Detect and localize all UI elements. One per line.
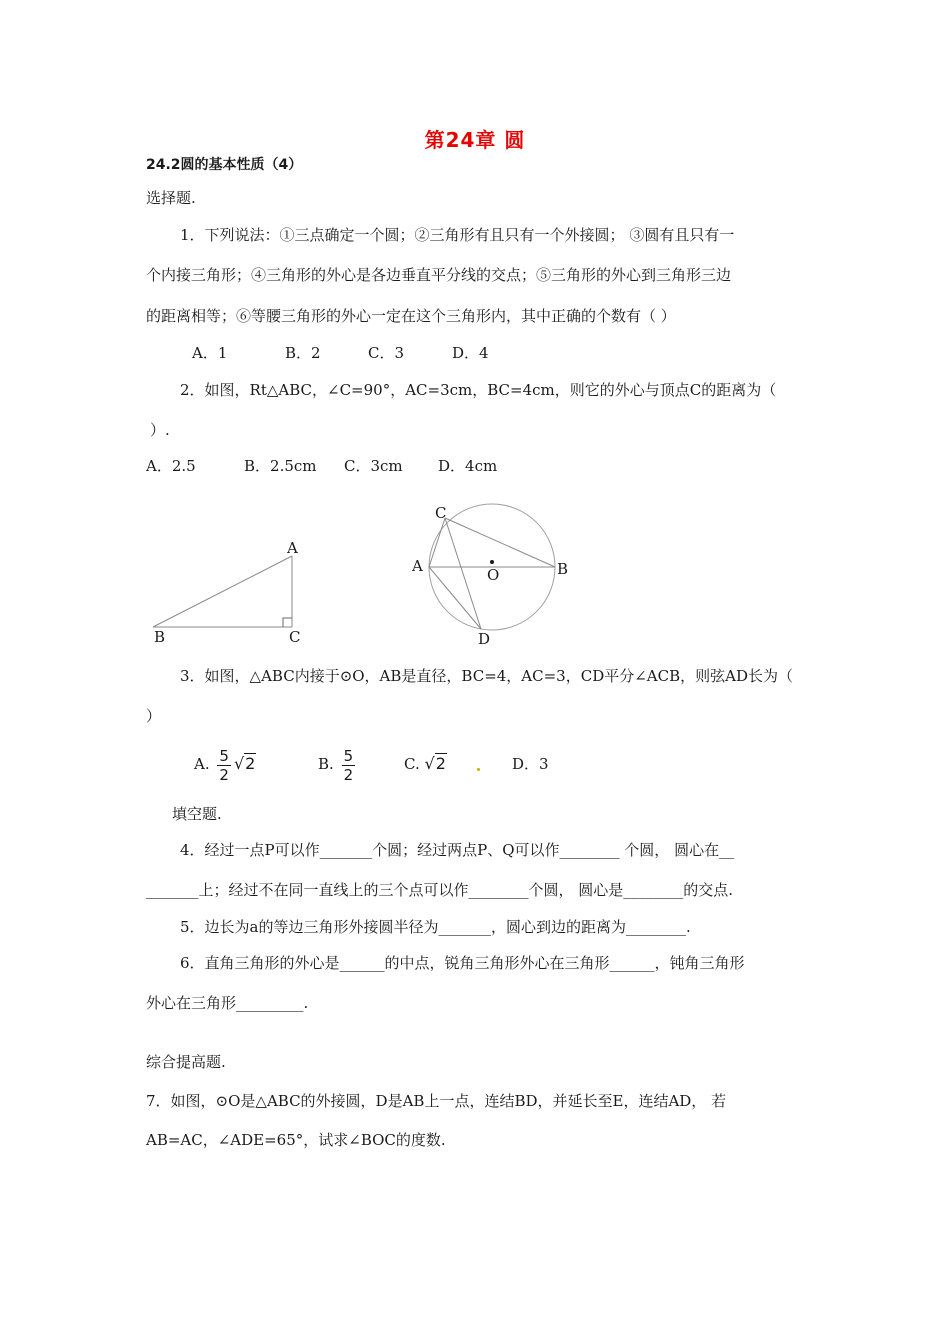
section-fill-heading: 填空题. xyxy=(172,805,222,823)
sqrt-radicand: 2 xyxy=(435,754,446,773)
fig1-label-b: B xyxy=(154,628,166,646)
q1-option-a: A．1 xyxy=(192,344,228,362)
section-choice-heading: 选择题. xyxy=(146,189,196,207)
q1-option-d: D．4 xyxy=(452,344,489,362)
q4-line-1: 4．经过一点P可以作_______个圆；经过两点P、Q可以作________ 个圆， 圆心在__ xyxy=(180,841,735,859)
center-point xyxy=(490,560,494,564)
q1-line-3: 的距离相等；⑥等腰三角形的外心一定在这个三角形内，其中正确的个数有（ ） xyxy=(146,307,676,325)
fraction-numerator: 5 xyxy=(343,746,354,765)
fraction-five-halves xyxy=(342,747,356,784)
q1-option-b: B．2 xyxy=(285,344,321,362)
right-angle-mark xyxy=(283,618,292,627)
q2-option-d: D．4cm xyxy=(438,457,498,475)
section-title: 24.2圆的基本性质（4） xyxy=(146,157,303,173)
sqrt-symbol: √2 xyxy=(233,754,256,773)
q3-option-d: D．3 xyxy=(512,755,549,773)
q7-line-2: AB=AC，∠ADE=65°，试求∠BOC的度数. xyxy=(146,1131,446,1149)
q2-line-2: ）. xyxy=(150,421,170,439)
fraction-denominator: 2 xyxy=(219,765,229,784)
triangle-sides xyxy=(153,556,292,627)
sqrt-radicand: 2 xyxy=(245,754,256,773)
q2-option-b: B．2.5cm xyxy=(244,457,317,475)
q3-option-a-label: A. xyxy=(194,755,210,773)
stray-mark xyxy=(477,768,480,771)
figure-right-triangle xyxy=(140,530,320,655)
chapter-title: 第24章 圆 xyxy=(424,128,526,152)
q3-option-c-label: C. xyxy=(404,755,420,773)
q1-options xyxy=(192,343,592,363)
q2-options xyxy=(146,456,546,476)
q3-option-a xyxy=(194,742,256,786)
sqrt-symbol: √2 xyxy=(424,754,446,773)
q3-option-b-label: B. xyxy=(318,755,334,773)
fig1-label-c: C xyxy=(289,628,301,646)
fraction-denominator: 2 xyxy=(343,765,354,784)
fraction-five-halves xyxy=(217,747,231,784)
q3-option-c xyxy=(404,742,447,786)
fig2-label-o: O xyxy=(487,566,500,584)
fig1-label-a: A xyxy=(287,539,298,557)
q7-line-1: 7．如图，⊙O是△ABC的外接圆，D是AB上一点，连结BD，并延长至E，连结AD， 若 xyxy=(146,1092,727,1110)
q5-line-1: 5．边长为a的等边三角形外接圆半径为_______，圆心到边的距离为________. xyxy=(180,918,691,936)
q3-line-2: ） xyxy=(146,707,162,725)
fig2-label-d: D xyxy=(478,630,491,648)
fig2-label-b: B xyxy=(557,560,569,578)
q6-line-1: 6．直角三角形的外心是______的中点，锐角三角形外心在三角形______，钝角三角形 xyxy=(180,954,745,972)
q1-line-1: 1．下列说法：①三点确定一个圆；②三角形有且只有一个外接圆； ③圆有且只有一 xyxy=(180,226,735,244)
q4-line-2: _______上；经过不在同一直线上的三个点可以作________个圆， 圆心是________的交点. xyxy=(146,881,734,899)
figure-circle xyxy=(405,500,590,650)
fig2-label-a: A xyxy=(412,557,423,575)
q1-option-c: C．3 xyxy=(368,344,405,362)
q6-line-2: 外心在三角形_________. xyxy=(146,994,309,1012)
q1-line-2: 个内接三角形；④三角形的外心是各边垂直平分线的交点；⑤三角形的外心到三角形三边 xyxy=(146,266,732,284)
q2-line-1: 2．如图，Rt△ABC，∠C=90°，AC=3cm，BC=4cm，则它的外心与顶点C的距离为（ xyxy=(180,381,777,399)
fig2-label-c: C xyxy=(435,504,447,522)
q2-option-a: A．2.5 xyxy=(146,457,196,475)
q3-option-b xyxy=(318,742,358,786)
q2-option-c: C．3cm xyxy=(344,457,403,475)
q3-line-1: 3．如图，△ABC内接于⊙O，AB是直径，BC=4，AC=3，CD平分∠ACB，则弦AD长为（ xyxy=(180,667,793,685)
fraction-numerator: 5 xyxy=(219,746,229,765)
section-comprehensive-heading: 综合提高题. xyxy=(146,1053,226,1071)
